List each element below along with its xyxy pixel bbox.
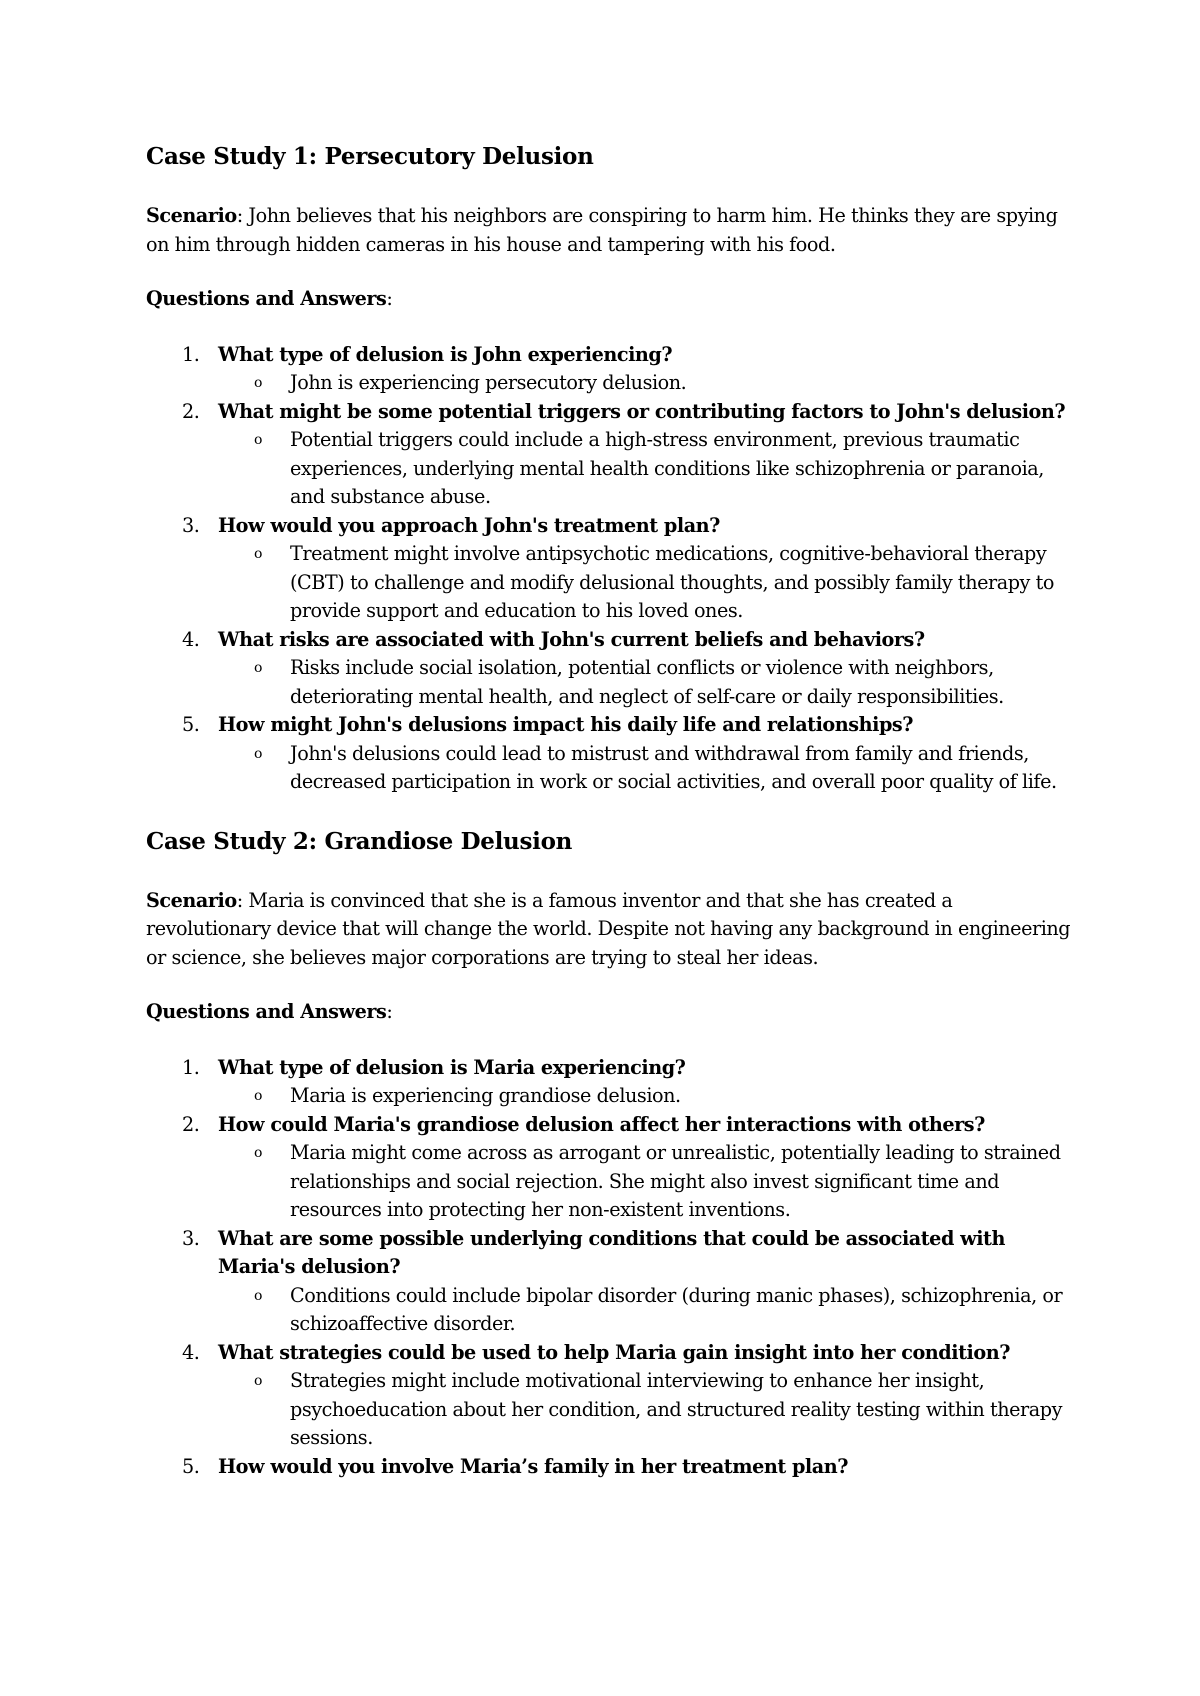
qa-colon: : (386, 1000, 393, 1023)
question-text: How would you involve Maria’s family in her treatment plan? (218, 1454, 849, 1478)
answer-item (218, 1367, 1076, 1453)
answer-text: John's delusions could lead to mistrust and withdrawal from family and friends, decreased participation in work or social activities, and overall poor quality of life. (290, 741, 1057, 793)
answer-text: John is experiencing persecutory delusion. (290, 371, 687, 394)
question-item (146, 626, 1076, 712)
answer-item (218, 1282, 1076, 1339)
bullet-icon: o (254, 1373, 262, 1389)
question-item (146, 341, 1076, 398)
answer-text: Potential triggers could include a high-stress environment, previous traumatic experiences, underlying mental health conditions like schizophrenia or paranoia, and substance abuse. (290, 428, 1044, 508)
qa-colon: : (386, 287, 393, 310)
question-number: 2. (182, 1112, 200, 1136)
question-text: What are some possible underlying conditions that could be associated with Maria's delusion? (218, 1226, 1005, 1278)
questions-answers-heading (146, 998, 1076, 1027)
case-study-2-questions (146, 1054, 1076, 1482)
question-item (146, 711, 1076, 797)
answer-text: Conditions could include bipolar disorder (during manic phases), schizophrenia, or schizoaffective disorder. (290, 1283, 1063, 1335)
answer-item (218, 1082, 1076, 1111)
question-number: 2. (182, 399, 200, 423)
document-page (146, 142, 1076, 1481)
question-item (146, 1225, 1076, 1339)
answer-text: Risks include social isolation, potential conflicts or violence with neighbors, deteriorating mental health, and neglect of self-care or daily responsibilities. (290, 656, 1004, 708)
question-number: 4. (182, 627, 200, 651)
question-item (146, 512, 1076, 626)
question-text: How would you approach John's treatment plan? (218, 513, 720, 537)
question-text: What might be some potential triggers or contributing factors to John's delusion? (218, 399, 1066, 423)
bullet-icon: o (254, 375, 262, 391)
question-number: 3. (182, 1226, 200, 1250)
qa-label: Questions and Answers (146, 1000, 387, 1023)
question-item (146, 398, 1076, 512)
question-number: 1. (182, 1055, 200, 1079)
question-item (146, 1453, 1076, 1482)
answer-text: Maria is experiencing grandiose delusion. (290, 1084, 681, 1107)
question-number: 4. (182, 1340, 200, 1364)
answer-text: Treatment might involve antipsychotic medications, cognitive-behavioral therapy (CBT) to challenge and modify delusional thoughts, and possibly family therapy to provide support and education to his loved ones. (290, 542, 1054, 622)
case-study-1 (146, 142, 1076, 797)
scenario-label: Scenario (146, 204, 237, 227)
question-text: What risks are associated with John's current beliefs and behaviors? (218, 627, 925, 651)
question-item (146, 1339, 1076, 1453)
case-study-1-questions (146, 341, 1076, 797)
question-text: What strategies could be used to help Maria gain insight into her condition? (218, 1340, 1011, 1364)
questions-answers-heading (146, 285, 1076, 314)
case-study-1-scenario (146, 202, 1076, 259)
answer-item (218, 369, 1076, 398)
answer-item (218, 1139, 1076, 1225)
answer-text: Maria might come across as arrogant or unrealistic, potentially leading to strained relationships and social rejection. She might also invest significant time and resources into protecting her non-existent inventions. (290, 1141, 1061, 1221)
question-number: 5. (182, 713, 200, 736)
question-text: What type of delusion is Maria experiencing? (218, 1055, 686, 1079)
bullet-icon: o (254, 546, 262, 562)
case-study-2 (146, 827, 1076, 1482)
answer-item (218, 740, 1076, 797)
case-study-1-title: Case Study 1: Persecutory Delusion (146, 143, 594, 170)
bullet-icon: o (254, 1287, 262, 1304)
question-text: How could Maria's grandiose delusion affect her interactions with others? (218, 1112, 985, 1136)
qa-label: Questions and Answers (146, 287, 387, 310)
question-number: 5. (182, 1454, 200, 1478)
question-item (146, 1054, 1076, 1111)
answer-item (218, 654, 1076, 711)
bullet-icon: o (254, 1088, 262, 1104)
question-text: What type of delusion is John experiencing? (218, 342, 673, 366)
answer-item (218, 426, 1076, 512)
answer-item (218, 540, 1076, 626)
question-number: 3. (182, 513, 200, 537)
question-number: 1. (182, 342, 200, 366)
bullet-icon: o (254, 1145, 262, 1161)
scenario-text: : John believes that his neighbors are conspiring to harm him. He thinks they are spying on him through hidden cameras in his house and tampering with his food. (146, 204, 1058, 256)
case-study-2-title: Case Study 2: Grandiose Delusion (146, 827, 573, 855)
scenario-label: Scenario (146, 888, 237, 912)
bullet-icon: o (254, 745, 262, 762)
case-study-2-scenario (146, 887, 1076, 973)
question-item (146, 1111, 1076, 1225)
bullet-icon: o (254, 432, 262, 448)
scenario-text: : Maria is convinced that she is a famous inventor and that she has created a revolutionary device that will change the world. Despite not having any background in engineering or science, she believes major corporations are trying to steal her ideas. (146, 888, 1071, 969)
answer-text: Strategies might include motivational interviewing to enhance her insight, psychoeducation about her condition, and structured reality testing within therapy sessions. (290, 1369, 1062, 1449)
bullet-icon: o (254, 660, 262, 676)
question-text: How might John's delusions impact his daily life and relationships? (218, 713, 914, 736)
